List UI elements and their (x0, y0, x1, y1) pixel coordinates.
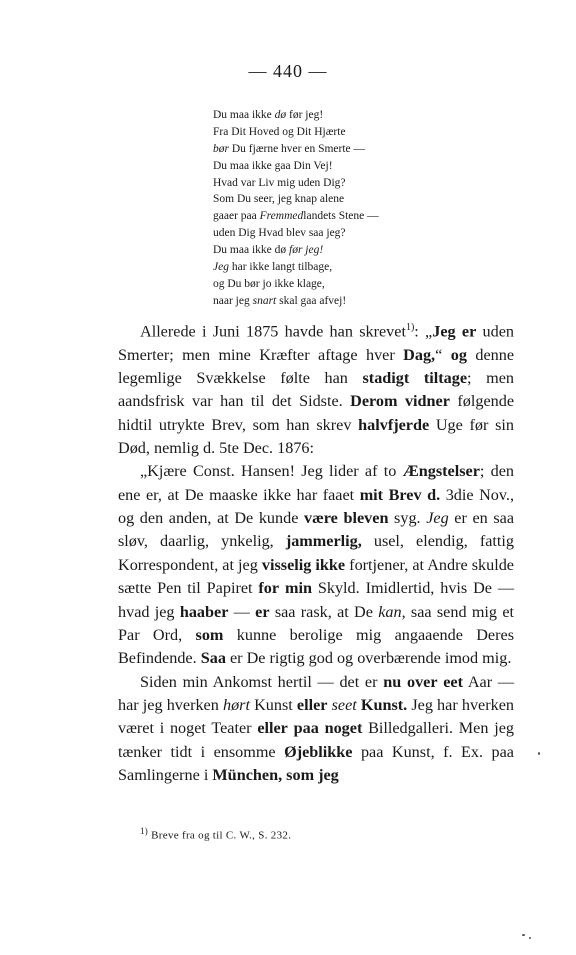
text-run: Derom (350, 392, 398, 411)
text-run: og Du bør jo ikke klage, (213, 277, 325, 290)
text-run: gaaer paa (213, 210, 260, 223)
text-run: “ (435, 345, 451, 364)
text-run: usel, elendig, fattig Korrespondent, at jeg (118, 532, 514, 574)
poem-line (213, 107, 379, 124)
scan-speck (538, 752, 540, 755)
footnote-text: Breve fra og til C. W., S. 232. (151, 829, 292, 842)
text-run: har ikke langt tilbage, (228, 261, 333, 274)
text-run: kunne berolige mig angaaende Deres Befindende. (118, 625, 514, 668)
text-run: Kunst. (360, 695, 408, 714)
poem-line (213, 175, 379, 192)
text-run: haaber (179, 602, 229, 621)
text-run: noget (324, 719, 363, 738)
text-run: visselig (261, 555, 312, 574)
text-run: hørt (222, 695, 250, 714)
text-run: seet (331, 695, 357, 714)
text-run: denne legemlige Svækkelse følte han (118, 345, 514, 388)
text-run: Jeg (213, 261, 229, 274)
text-run: for (258, 579, 280, 598)
text-run: uden Dig Hvad blev saa jeg? (213, 227, 346, 240)
text-run: eller (257, 719, 288, 738)
text-run: Uge før sin Død, nemlig d. 5te Dec. 1876: (118, 415, 514, 458)
text-run: Hvad var Liv mig uden Dig? (213, 176, 346, 189)
text-run: følgende hidtil utrykte Brev, som han skrev (118, 392, 514, 434)
text-run: over (406, 672, 438, 691)
text-run: : „ (414, 322, 433, 341)
text-run: Kunst (249, 695, 297, 714)
text-run: saa rask, at De (269, 602, 379, 621)
footnote-mark: 1) (140, 826, 149, 836)
text-run: naar jeg (213, 294, 253, 307)
text-run: d. (427, 485, 441, 504)
text-run: dø (274, 109, 287, 121)
text-run: være (304, 509, 338, 528)
text-run: snart (252, 294, 277, 307)
text-run: er De rigtig god og overbærende imod mig. (225, 649, 512, 668)
poem-line (213, 293, 379, 310)
page-number: — 440 — (248, 61, 328, 81)
body-text (118, 316, 514, 787)
text-run: kan, (378, 602, 406, 621)
text-run: Jeg (432, 322, 456, 341)
text-run: paa Kunst, f. Ex. paa Samlingerne i (118, 742, 514, 784)
text-run: Siden min Ankomst hertil — det er (140, 672, 384, 691)
text-run: Jeg (426, 509, 449, 528)
poem-line (213, 242, 379, 259)
text-run: Du maa ikke gaa Din Vej! (213, 159, 333, 172)
text-run: nu (383, 672, 402, 691)
text-run: Jeg har hverken været i noget Teater (118, 695, 514, 738)
text-run: som (195, 625, 224, 644)
text-run: paa (293, 719, 319, 738)
poem-line (213, 141, 379, 158)
poem-line (213, 158, 379, 175)
text-run: fortjener, at Andre skulde sætte Pen til Papiret (118, 555, 514, 598)
text-run: er (461, 322, 477, 341)
poem-line (213, 225, 379, 242)
text-run: skal gaa afvej! (276, 294, 347, 307)
text-run: før jeg! (289, 244, 324, 257)
text-run: 3die Nov., og den anden, at De kunde (118, 485, 515, 528)
text-run: Øjeblikke (284, 742, 353, 761)
scan-speck (522, 934, 525, 936)
text-run: Allerede i Juni 1875 havde han skrevet (140, 322, 406, 341)
poem-line (213, 259, 379, 276)
text-run: ; den ene er, at De maaske ikke har faaet (118, 462, 514, 504)
text-run: Som Du seer, jeg knap alene (213, 193, 345, 206)
paragraph (118, 316, 514, 460)
poem-line (213, 124, 379, 141)
text-run: min (284, 579, 312, 598)
text-run: Du maa ikke dø (213, 244, 290, 257)
text-run: Du maa ikke (213, 109, 275, 121)
text-run: halvfjerde (358, 415, 430, 434)
text-run: Billedgalleri. Men jeg tænker tidt i ensomme (118, 719, 514, 761)
text-run: jammerlig, (285, 532, 362, 551)
text-run: Brev (388, 485, 422, 504)
text-run: mit (359, 485, 384, 504)
footnote-ref: 1) (405, 322, 415, 333)
text-run: bør (213, 142, 229, 155)
text-run: ikke (315, 555, 346, 574)
text-run: München, (212, 765, 283, 784)
text-run: Fremmed (259, 210, 304, 223)
text-run (398, 392, 405, 410)
poem-line (213, 276, 379, 293)
text-run: vidner (404, 392, 450, 411)
scan-speck (529, 937, 531, 939)
text-run: Saa (200, 649, 226, 668)
text-run: Du fjærne hver en Smerte — (228, 142, 366, 155)
text-run: Ængstelser (402, 462, 480, 481)
text-run: ; men aandsfrisk var han til det Sidste. (118, 369, 515, 411)
poem-line (213, 191, 379, 208)
text-run: saa send mig et Par Ord, (118, 602, 514, 644)
text-run: bleven (343, 509, 389, 528)
text-run: eller (296, 695, 328, 714)
text-run: som (286, 765, 315, 784)
text-run: er (255, 602, 270, 621)
text-run: Skyld. Imidlertid, hvis De — hvad jeg (118, 579, 515, 621)
text-run: syg. (388, 509, 427, 528)
text-run: landets Stene — (303, 210, 379, 223)
paragraph (118, 460, 514, 670)
text-run: før jeg! (286, 109, 324, 121)
text-run: jeg (318, 765, 339, 784)
text-run: Aar — har jeg hverken (118, 672, 515, 714)
text-run: — (228, 602, 256, 621)
poem-block (213, 107, 379, 310)
text-run: og (450, 345, 467, 364)
poem-line (213, 208, 379, 225)
text-run: Fra Dit Hoved og Dit Hjærte (213, 125, 346, 138)
text-run: tiltage (423, 369, 468, 388)
text-run: eet (443, 672, 464, 691)
text-run: Dag, (403, 345, 436, 364)
text-run (409, 369, 424, 387)
paragraph (118, 671, 514, 788)
text-run: er en saa sløv, daarlig, ynkelig, (118, 509, 515, 551)
text-run: uden Smerter; men mine Kræfter aftage hver (118, 322, 514, 364)
footnote (140, 826, 291, 842)
text-run: stadigt (362, 369, 410, 388)
text-run: „Kjære Const. Hansen! Jeg lider af to (140, 462, 403, 481)
